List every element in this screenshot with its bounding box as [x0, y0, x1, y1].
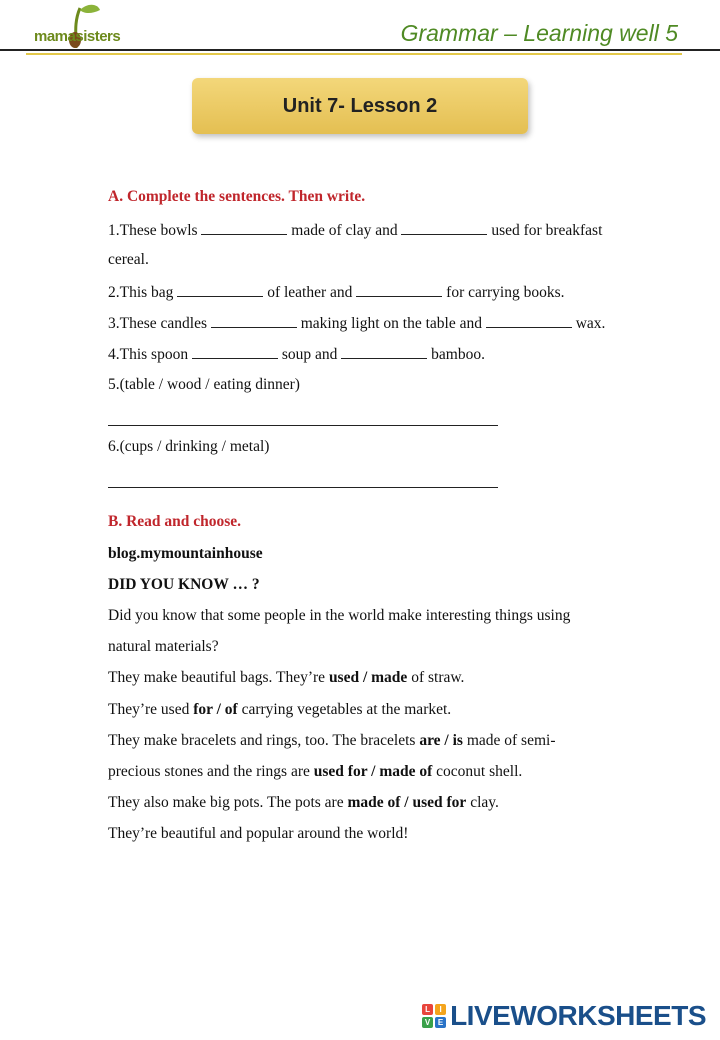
blank-input[interactable]	[211, 313, 297, 328]
header-title: Grammar – Learning well 5	[400, 20, 678, 46]
brand-square: L	[422, 1004, 433, 1015]
sentence-text: wax.	[575, 315, 606, 332]
sentence-text: They also make big pots. The pots are	[108, 794, 344, 811]
sentence-text: used for breakfast	[491, 222, 603, 239]
blog-name: blog.mymountainhouse	[108, 545, 263, 562]
choice-sentence-3	[108, 732, 556, 750]
brand-square: I	[435, 1004, 446, 1015]
sentence-text: 1.These bowls	[108, 222, 198, 239]
sentence-6-prompt: 6.(cups / drinking / metal)	[108, 438, 270, 455]
blank-input[interactable]	[486, 313, 572, 328]
sentence-text: 4.This spoon	[108, 346, 189, 363]
sentence-text: They make bracelets and rings, too. The bracelets	[108, 732, 416, 749]
brand-squares-icon	[422, 1004, 446, 1028]
sentence-1-continued: cereal.	[108, 251, 149, 268]
choice-option[interactable]: for / of	[193, 701, 238, 718]
did-you-know-title: DID YOU KNOW … ?	[108, 576, 260, 593]
choice-sentence-2	[108, 701, 451, 719]
sentence-4	[108, 344, 485, 364]
brand-square: V	[422, 1017, 433, 1028]
choice-sentence-1	[108, 669, 464, 687]
liveworksheets-logo	[422, 1000, 706, 1032]
header-rule	[0, 49, 720, 51]
sentence-5-prompt: 5.(table / wood / eating dinner)	[108, 376, 300, 393]
sentence-text: made of semi-	[466, 732, 556, 749]
sentence-text: precious stones and the rings are	[108, 763, 310, 780]
choice-option[interactable]: are / is	[419, 732, 463, 749]
blank-input[interactable]	[201, 220, 287, 235]
brand-text: LIVEWORKSHEETS	[450, 1000, 706, 1031]
logo-text: mamasisters	[34, 28, 121, 45]
sentence-text: They make beautiful bags. They’re	[108, 669, 326, 686]
sentence-2	[108, 282, 565, 302]
blank-input[interactable]	[356, 282, 442, 297]
choice-option[interactable]: used / made	[328, 669, 408, 686]
paragraph-line: natural materials?	[108, 638, 219, 655]
blank-input[interactable]	[341, 344, 427, 359]
sentence-text: 2.This bag	[108, 284, 174, 301]
sentence-text: making light on the table and	[300, 315, 482, 332]
header-accent-rule	[26, 53, 682, 55]
sentence-text: clay.	[470, 794, 499, 811]
unit-title: Unit 7- Lesson 2	[282, 94, 438, 117]
blank-input[interactable]	[401, 220, 487, 235]
sentence-text: for carrying books.	[446, 284, 565, 301]
choice-option[interactable]: used for / made of	[313, 763, 433, 780]
brand-logo	[30, 0, 130, 52]
sentence-text: They’re used	[108, 701, 190, 718]
answer-line-6[interactable]	[108, 487, 498, 488]
sentence-3	[108, 313, 605, 333]
blank-input[interactable]	[177, 282, 263, 297]
sentence-text: soup and	[281, 346, 338, 363]
paragraph-line: Did you know that some people in the world make interesting things using	[108, 607, 571, 624]
closing-sentence: They’re beautiful and popular around the world!	[108, 825, 409, 842]
sentence-text: made of clay and	[291, 222, 398, 239]
sentence-text: of leather and	[267, 284, 353, 301]
sentence-text: of straw.	[411, 669, 465, 686]
sentence-text: coconut shell.	[436, 763, 523, 780]
sentence-text: carrying vegetables at the market.	[241, 701, 452, 718]
sentence-text: bamboo.	[431, 346, 485, 363]
choice-sentence-5	[108, 794, 499, 812]
sentence-text: 3.These candles	[108, 315, 207, 332]
brand-square: E	[435, 1017, 446, 1028]
answer-line-5[interactable]	[108, 425, 498, 426]
section-a-heading: A. Complete the sentences. Then write.	[108, 188, 366, 205]
section-b-heading: B. Read and choose.	[108, 513, 242, 530]
blank-input[interactable]	[192, 344, 278, 359]
sentence-1	[108, 220, 602, 240]
unit-title-box	[192, 78, 528, 134]
choice-option[interactable]: made of / used for	[347, 794, 467, 811]
choice-sentence-4	[108, 763, 522, 781]
